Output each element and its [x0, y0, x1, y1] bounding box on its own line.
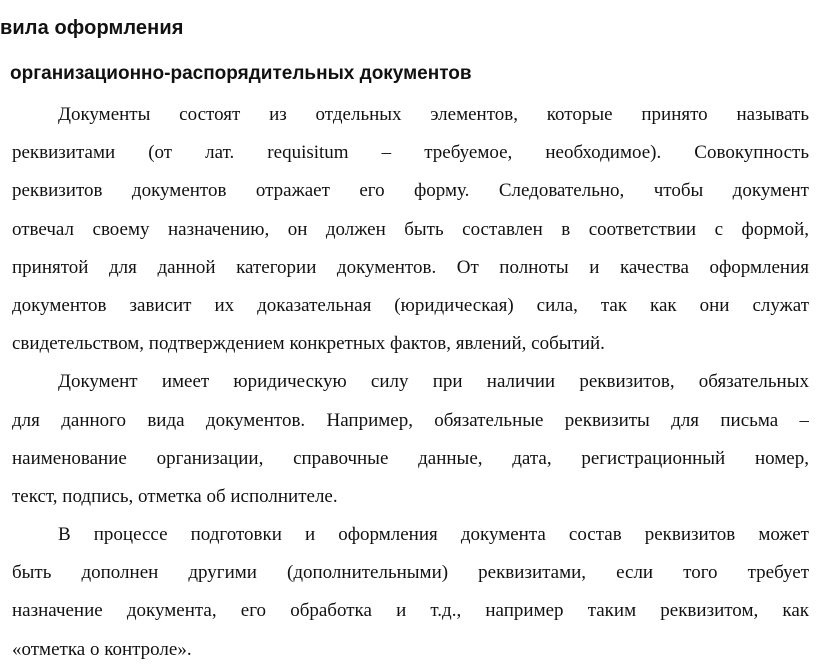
paragraph-2-line-2: для данного вида документов. Например, обязательные реквизиты для письма – [12, 409, 809, 431]
paragraph-1-line-7: свидетельством, подтверждением конкретных фактов, явлений, событий. [12, 333, 605, 355]
paragraph-1-line-3: реквизитов документов отражает его форму. Следовательно, чтобы документ [12, 180, 809, 202]
paragraph-1-line-2: реквизитами (от лат. requisitum – требуемое, необходимое). Совокупность [12, 142, 809, 164]
heading-line-2: организационно-распорядительных документов [10, 63, 472, 84]
paragraph-1-line-4: отвечал своему назначению, он должен быть составлен в соответствии с формой, [12, 218, 809, 240]
paragraph-1-line-5: принятой для данной категории документов. От полноты и качества оформления [12, 256, 809, 278]
paragraph-2-line-1: Документ имеет юридическую силу при наличии реквизитов, обязательных [58, 371, 809, 393]
paragraph-3-line-3: назначение документа, его обработка и т.д., например таким реквизитом, как [12, 600, 809, 622]
paragraph-1 [12, 96, 809, 363]
document-body [12, 96, 809, 669]
heading-line-1: вила оформления [0, 17, 184, 39]
paragraph-1-line-6: документов зависит их доказательная (юридическая) сила, так как они служат [12, 294, 809, 316]
paragraph-1-line-1: Документы состоят из отдельных элементов, которые принято называть [58, 104, 809, 125]
paragraph-2 [12, 363, 809, 516]
paragraph-2-line-4: текст, подпись, отметка об исполнителе. [12, 485, 338, 507]
paragraph-3-line-2: быть дополнен другими (дополнительными) реквизитами, если того требует [12, 562, 809, 584]
paragraph-3-line-4: «отметка о контроле». [12, 638, 192, 660]
paragraph-3-line-1: В процессе подготовки и оформления документа состав реквизитов может [58, 524, 809, 546]
paragraph-3 [12, 516, 809, 669]
paragraph-2-line-3: наименование организации, справочные данные, дата, регистрационный номер, [12, 447, 809, 469]
